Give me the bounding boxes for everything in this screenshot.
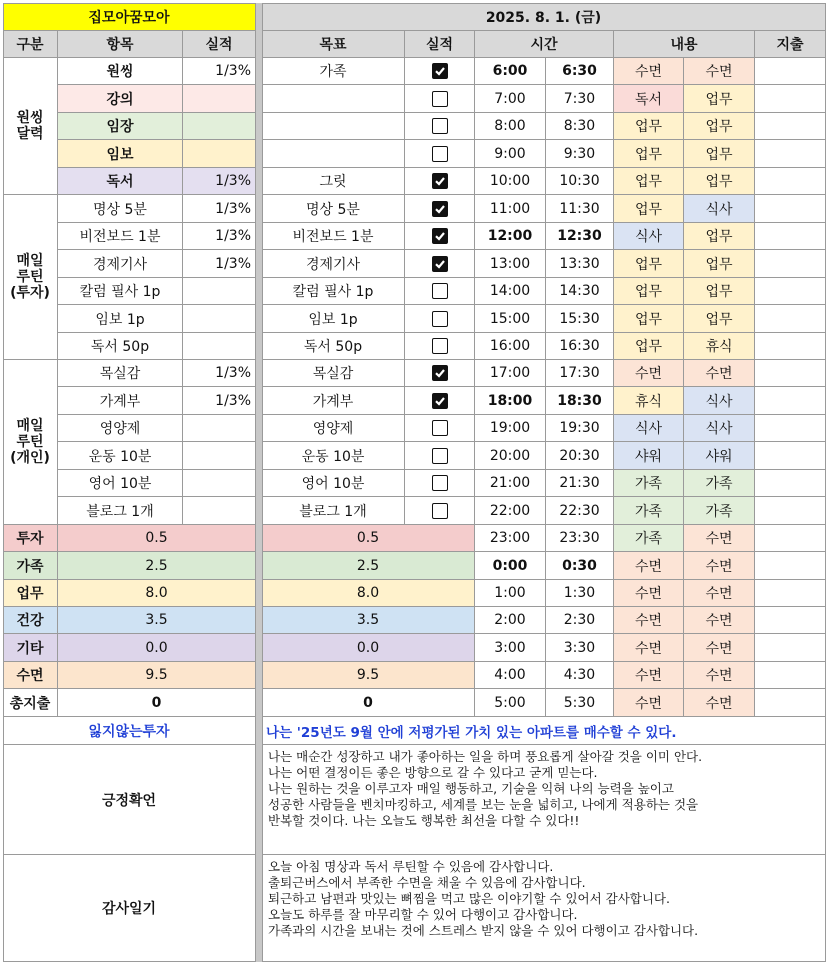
- content-slot-2[interactable]: 수면: [684, 580, 755, 607]
- content-slot-2[interactable]: 업무: [684, 278, 755, 305]
- summary-label: 건강: [3, 607, 58, 634]
- routine-actual: [183, 442, 256, 470]
- time-start: 18:00: [475, 387, 546, 415]
- summary-value-mid: 9.5: [262, 662, 475, 689]
- content-slot-2[interactable]: 식사: [684, 195, 755, 223]
- summary-label: 업무: [3, 580, 58, 607]
- time-end: 2:30: [546, 607, 614, 634]
- routine-item: 강의: [58, 85, 183, 113]
- expense-cell[interactable]: [755, 470, 826, 497]
- checkbox-unchecked[interactable]: [432, 91, 448, 107]
- checkbox-cell: [405, 113, 475, 140]
- time-end: 8:30: [546, 113, 614, 140]
- checkbox-cell: [405, 442, 475, 470]
- time-end: 0:30: [546, 552, 614, 580]
- content-slot-1[interactable]: 식사: [614, 415, 684, 442]
- expense-cell[interactable]: [755, 140, 826, 168]
- time-end: 13:30: [546, 250, 614, 278]
- content-slot-2[interactable]: 수면: [684, 552, 755, 580]
- affirmation-label: 긍정확언: [3, 745, 256, 855]
- checkbox-cell: [405, 470, 475, 497]
- header-expense: 지출: [755, 31, 826, 58]
- content-slot-1[interactable]: 업무: [614, 140, 684, 168]
- group-label: 원씽 달력: [3, 58, 58, 195]
- content-slot-2[interactable]: 가족: [684, 497, 755, 525]
- expense-cell[interactable]: [755, 223, 826, 250]
- goal-item: 블로그 1개: [262, 497, 405, 525]
- goal-item: 임보 1p: [262, 305, 405, 333]
- expense-cell[interactable]: [755, 552, 826, 580]
- goal-item: 경제기사: [262, 250, 405, 278]
- time-end: 9:30: [546, 140, 614, 168]
- goal-item: 명상 5분: [262, 195, 405, 223]
- summary-value: 3.5: [58, 607, 256, 634]
- content-slot-1[interactable]: 수면: [614, 689, 684, 717]
- time-start: 11:00: [475, 195, 546, 223]
- expense-cell[interactable]: [755, 333, 826, 360]
- content-slot-2[interactable]: 식사: [684, 387, 755, 415]
- affirmation-text-line: 반복할 것이다. 나는 오늘도 행복한 최선을 다할 수 있다!!: [268, 813, 580, 828]
- content-slot-2[interactable]: 업무: [684, 168, 755, 195]
- summary-label: 기타: [3, 634, 58, 662]
- content-slot-2[interactable]: 수면: [684, 58, 755, 85]
- routine-actual: [183, 305, 256, 333]
- expense-cell[interactable]: [755, 525, 826, 552]
- time-start: 16:00: [475, 333, 546, 360]
- time-start: 10:00: [475, 168, 546, 195]
- checkbox-cell: [405, 85, 475, 113]
- checkbox-cell: [405, 223, 475, 250]
- content-slot-2[interactable]: 업무: [684, 305, 755, 333]
- content-slot-1[interactable]: 수면: [614, 58, 684, 85]
- content-slot-1[interactable]: 수면: [614, 552, 684, 580]
- time-start: 3:00: [475, 634, 546, 662]
- expense-cell[interactable]: [755, 689, 826, 717]
- checkbox-unchecked[interactable]: [432, 118, 448, 134]
- routine-item: 임보 1p: [58, 305, 183, 333]
- content-slot-1[interactable]: 독서: [614, 85, 684, 113]
- summary-value-mid: 8.0: [262, 580, 475, 607]
- gratitude-text-line: 퇴근하고 남편과 맛있는 뼈찜을 먹고 많은 이야기할 수 있어서 감사합니다.: [268, 891, 670, 906]
- check-icon: [434, 395, 446, 407]
- gratitude-label: 감사일기: [3, 855, 256, 962]
- content-slot-2[interactable]: 수면: [684, 607, 755, 634]
- checkbox-cell: [405, 387, 475, 415]
- routine-actual: 1/3%: [183, 168, 256, 195]
- gratitude-text-line: 오늘도 하루를 잘 마무리할 수 있어 다행이고 감사합니다.: [268, 907, 578, 922]
- routine-actual: [183, 497, 256, 525]
- content-slot-1[interactable]: 수면: [614, 360, 684, 387]
- time-start: 7:00: [475, 85, 546, 113]
- content-slot-2[interactable]: 수면: [684, 634, 755, 662]
- header-content: 내용: [614, 31, 755, 58]
- time-end: 20:30: [546, 442, 614, 470]
- check-icon: [434, 175, 446, 187]
- time-end: 12:30: [546, 223, 614, 250]
- check-icon: [434, 367, 446, 379]
- content-slot-2[interactable]: 샤워: [684, 442, 755, 470]
- header-time: 시간: [475, 31, 614, 58]
- routine-item: 비전보드 1분: [58, 223, 183, 250]
- content-slot-2[interactable]: 수면: [684, 360, 755, 387]
- summary-label: 가족: [3, 552, 58, 580]
- content-slot-1[interactable]: 업무: [614, 113, 684, 140]
- gratitude-text-line: 가족과의 시간을 보내는 것에 스트레스 받지 않을 수 있어 다행이고 감사합니다.: [268, 923, 699, 938]
- summary-value-mid: 0.0: [262, 634, 475, 662]
- routine-item: 원씽: [58, 58, 183, 85]
- routine-actual: 1/3%: [183, 195, 256, 223]
- checkbox-unchecked[interactable]: [432, 311, 448, 327]
- time-end: 3:30: [546, 634, 614, 662]
- time-start: 8:00: [475, 113, 546, 140]
- group-label: 매일 루틴 (개인): [3, 360, 58, 525]
- routine-item: 임보: [58, 140, 183, 168]
- time-end: 1:30: [546, 580, 614, 607]
- summary-value: 8.0: [58, 580, 256, 607]
- summary-label: 총지출: [3, 689, 58, 717]
- affirmation-text-line: 나는 매순간 성장하고 내가 좋아하는 일을 하며 풍요롭게 살아갈 것을 이미 안다.: [268, 749, 703, 764]
- checkbox-cell: [405, 195, 475, 223]
- time-end: 16:30: [546, 333, 614, 360]
- checkbox-unchecked[interactable]: [432, 420, 448, 436]
- goal-item: [262, 140, 405, 168]
- content-slot-2[interactable]: 업무: [684, 85, 755, 113]
- time-start: 2:00: [475, 607, 546, 634]
- routine-item: 영양제: [58, 415, 183, 442]
- routine-item: 임장: [58, 113, 183, 140]
- checkbox-cell: [405, 250, 475, 278]
- routine-item: 경제기사: [58, 250, 183, 278]
- time-end: 7:30: [546, 85, 614, 113]
- header-item: 항목: [58, 31, 183, 58]
- checkbox-unchecked[interactable]: [432, 146, 448, 162]
- checkbox-cell: [405, 58, 475, 85]
- checkbox-checked[interactable]: [432, 256, 448, 272]
- time-end: 10:30: [546, 168, 614, 195]
- expense-cell[interactable]: [755, 360, 826, 387]
- routine-actual: [183, 85, 256, 113]
- goal-item: 영어 10분: [262, 470, 405, 497]
- checkbox-cell: [405, 415, 475, 442]
- summary-value-mid: 3.5: [262, 607, 475, 634]
- goal-item: 그릿: [262, 168, 405, 195]
- time-end: 14:30: [546, 278, 614, 305]
- time-start: 15:00: [475, 305, 546, 333]
- checkbox-checked[interactable]: [432, 365, 448, 381]
- group-label: 매일 루틴 (투자): [3, 195, 58, 360]
- time-end: 11:30: [546, 195, 614, 223]
- checkbox-unchecked[interactable]: [432, 283, 448, 299]
- routine-item: 영어 10분: [58, 470, 183, 497]
- expense-cell[interactable]: [755, 305, 826, 333]
- expense-cell[interactable]: [755, 58, 826, 85]
- expense-cell[interactable]: [755, 634, 826, 662]
- time-start: 6:00: [475, 58, 546, 85]
- routine-actual: [183, 470, 256, 497]
- expense-cell[interactable]: [755, 278, 826, 305]
- routine-actual: [183, 333, 256, 360]
- expense-cell[interactable]: [755, 580, 826, 607]
- affirmation-text-line: 성공한 사람들을 벤치마킹하고, 세계를 보는 눈을 넓히고, 나에게 적용하는 것을: [268, 797, 699, 812]
- content-slot-2[interactable]: 수면: [684, 689, 755, 717]
- time-start: 23:00: [475, 525, 546, 552]
- content-slot-2[interactable]: 수면: [684, 662, 755, 689]
- content-slot-1[interactable]: 수면: [614, 580, 684, 607]
- goal-item: [262, 85, 405, 113]
- time-start: 21:00: [475, 470, 546, 497]
- header-goal: 목표: [262, 31, 405, 58]
- time-end: 23:30: [546, 525, 614, 552]
- time-end: 5:30: [546, 689, 614, 717]
- content-slot-1[interactable]: 업무: [614, 250, 684, 278]
- gratitude-text-line: 출퇴근버스에서 부족한 수면을 채울 수 있음에 감사합니다.: [268, 875, 586, 890]
- checkbox-cell: [405, 278, 475, 305]
- content-slot-2[interactable]: 가족: [684, 470, 755, 497]
- summary-value-mid: 0: [262, 689, 475, 717]
- goal-item: 비전보드 1분: [262, 223, 405, 250]
- routine-item: 블로그 1개: [58, 497, 183, 525]
- expense-cell[interactable]: [755, 85, 826, 113]
- expense-cell[interactable]: [755, 195, 826, 223]
- time-start: 9:00: [475, 140, 546, 168]
- routine-item: 가계부: [58, 387, 183, 415]
- affirmation-text: [262, 745, 826, 855]
- routine-item: 목실감: [58, 360, 183, 387]
- content-slot-1[interactable]: 업무: [614, 333, 684, 360]
- check-icon: [434, 258, 446, 270]
- time-end: 21:30: [546, 470, 614, 497]
- header-category: 구분: [3, 31, 58, 58]
- content-slot-2[interactable]: 수면: [684, 525, 755, 552]
- content-slot-1[interactable]: 업무: [614, 195, 684, 223]
- time-start: 14:00: [475, 278, 546, 305]
- expense-cell[interactable]: [755, 387, 826, 415]
- summary-label: 수면: [3, 662, 58, 689]
- summary-value: 0.5: [58, 525, 256, 552]
- expense-cell[interactable]: [755, 662, 826, 689]
- routine-actual: 1/3%: [183, 58, 256, 85]
- affirmation-text-line: 나는 어떤 결정이든 좋은 방향으로 갈 수 있다고 굳게 믿는다.: [268, 765, 598, 780]
- invest-label: 잃지않는투자: [3, 717, 256, 745]
- checkbox-checked[interactable]: [432, 173, 448, 189]
- routine-actual: 1/3%: [183, 223, 256, 250]
- checkbox-unchecked[interactable]: [432, 503, 448, 519]
- checkbox-checked[interactable]: [432, 393, 448, 409]
- time-end: 15:30: [546, 305, 614, 333]
- expense-cell[interactable]: [755, 497, 826, 525]
- summary-value: 9.5: [58, 662, 256, 689]
- routine-actual: [183, 140, 256, 168]
- checkbox-checked[interactable]: [432, 201, 448, 217]
- goal-item: 칼럼 필사 1p: [262, 278, 405, 305]
- column-divider: [256, 3, 262, 962]
- time-start: 13:00: [475, 250, 546, 278]
- goal-item: 독서 50p: [262, 333, 405, 360]
- check-icon: [434, 230, 446, 242]
- routine-item: 운동 10분: [58, 442, 183, 470]
- goal-item: 가족: [262, 58, 405, 85]
- content-slot-1[interactable]: 샤워: [614, 442, 684, 470]
- time-start: 1:00: [475, 580, 546, 607]
- time-end: 17:30: [546, 360, 614, 387]
- checkbox-cell: [405, 140, 475, 168]
- routine-item: 독서: [58, 168, 183, 195]
- checkbox-unchecked[interactable]: [432, 475, 448, 491]
- date-title: 2025. 8. 1. (금): [262, 3, 826, 31]
- time-start: 22:00: [475, 497, 546, 525]
- summary-value-mid: 0.5: [262, 525, 475, 552]
- checkbox-checked[interactable]: [432, 228, 448, 244]
- routine-item: 칼럼 필사 1p: [58, 278, 183, 305]
- content-slot-1[interactable]: 가족: [614, 470, 684, 497]
- time-start: 4:00: [475, 662, 546, 689]
- checkbox-cell: [405, 497, 475, 525]
- content-slot-2[interactable]: 식사: [684, 415, 755, 442]
- gratitude-text: [262, 855, 826, 962]
- content-slot-1[interactable]: 가족: [614, 525, 684, 552]
- expense-cell[interactable]: [755, 442, 826, 470]
- content-slot-1[interactable]: 수면: [614, 634, 684, 662]
- check-icon: [434, 203, 446, 215]
- summary-value: 0: [58, 689, 256, 717]
- time-end: 22:30: [546, 497, 614, 525]
- content-slot-2[interactable]: 업무: [684, 250, 755, 278]
- time-start: 0:00: [475, 552, 546, 580]
- routine-actual: [183, 415, 256, 442]
- checkbox-cell: [405, 305, 475, 333]
- expense-cell[interactable]: [755, 113, 826, 140]
- checkbox-checked[interactable]: [432, 63, 448, 79]
- sheet-title: 집모아꿈모아: [3, 3, 256, 31]
- time-start: 20:00: [475, 442, 546, 470]
- content-slot-1[interactable]: 수면: [614, 662, 684, 689]
- summary-value: 2.5: [58, 552, 256, 580]
- summary-value-mid: 2.5: [262, 552, 475, 580]
- content-slot-2[interactable]: 휴식: [684, 333, 755, 360]
- time-start: 19:00: [475, 415, 546, 442]
- routine-actual: [183, 278, 256, 305]
- summary-label: 투자: [3, 525, 58, 552]
- goal-item: 목실감: [262, 360, 405, 387]
- time-end: 6:30: [546, 58, 614, 85]
- expense-cell[interactable]: [755, 415, 826, 442]
- time-end: 19:30: [546, 415, 614, 442]
- expense-cell[interactable]: [755, 607, 826, 634]
- check-icon: [434, 65, 446, 77]
- routine-actual: 1/3%: [183, 387, 256, 415]
- content-slot-1[interactable]: 업무: [614, 278, 684, 305]
- content-slot-2[interactable]: 업무: [684, 223, 755, 250]
- summary-value: 0.0: [58, 634, 256, 662]
- checkbox-unchecked[interactable]: [432, 338, 448, 354]
- content-slot-2[interactable]: 업무: [684, 113, 755, 140]
- routine-item: 명상 5분: [58, 195, 183, 223]
- content-slot-1[interactable]: 업무: [614, 305, 684, 333]
- goal-statement: 나는 '25년도 9월 안에 저평가된 가치 있는 아파트를 매수할 수 있다.: [262, 717, 826, 745]
- goal-item: 운동 10분: [262, 442, 405, 470]
- routine-item: 독서 50p: [58, 333, 183, 360]
- time-end: 18:30: [546, 387, 614, 415]
- header-actual-mid: 실적: [405, 31, 475, 58]
- routine-actual: [183, 113, 256, 140]
- checkbox-cell: [405, 333, 475, 360]
- checkbox-cell: [405, 168, 475, 195]
- content-slot-1[interactable]: 휴식: [614, 387, 684, 415]
- gratitude-text-line: 오늘 아침 명상과 독서 루틴할 수 있음에 감사합니다.: [268, 859, 554, 874]
- checkbox-unchecked[interactable]: [432, 448, 448, 464]
- expense-cell[interactable]: [755, 250, 826, 278]
- time-start: 17:00: [475, 360, 546, 387]
- time-start: 12:00: [475, 223, 546, 250]
- goal-item: 가계부: [262, 387, 405, 415]
- time-start: 5:00: [475, 689, 546, 717]
- content-slot-1[interactable]: 가족: [614, 497, 684, 525]
- content-slot-1[interactable]: 업무: [614, 168, 684, 195]
- affirmation-text-line: 나는 원하는 것을 이루고자 매일 행동하고, 기술을 익혀 나의 능력을 높이고: [268, 781, 674, 796]
- content-slot-2[interactable]: 업무: [684, 140, 755, 168]
- goal-item: 영양제: [262, 415, 405, 442]
- header-actual-left: 실적: [183, 31, 256, 58]
- content-slot-1[interactable]: 식사: [614, 223, 684, 250]
- routine-actual: 1/3%: [183, 250, 256, 278]
- routine-actual: 1/3%: [183, 360, 256, 387]
- content-slot-1[interactable]: 수면: [614, 607, 684, 634]
- goal-item: [262, 113, 405, 140]
- checkbox-cell: [405, 360, 475, 387]
- expense-cell[interactable]: [755, 168, 826, 195]
- time-end: 4:30: [546, 662, 614, 689]
